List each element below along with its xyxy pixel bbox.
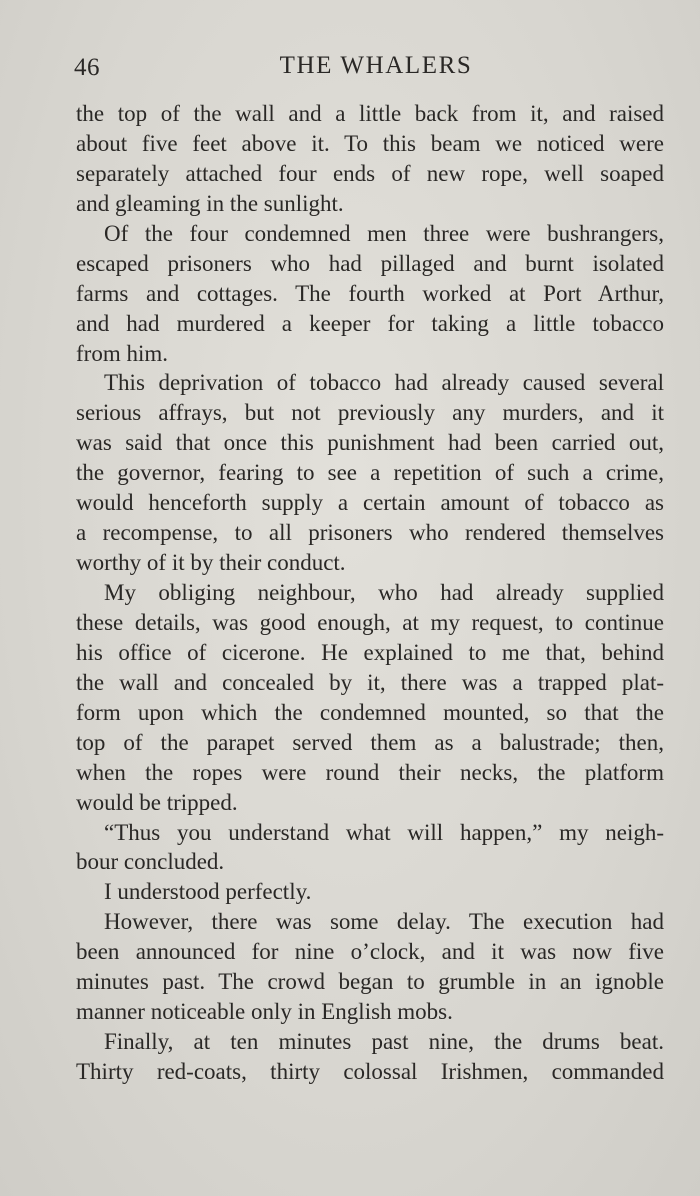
text-line: farms and cottages. The fourth worked at Port Arthur, xyxy=(76,280,664,306)
text-line: these details, was good enough, at my request, to continue xyxy=(76,609,664,635)
text-line: “Thus you understand what will happen,” my neigh- xyxy=(104,819,664,845)
text-line: I understood perfectly. xyxy=(104,879,312,905)
text-line: was said that once this punishment had been carried out, xyxy=(76,430,664,456)
text-line: manner noticeable only in English mobs. xyxy=(76,999,453,1025)
text-line: serious affrays, but not previously any murders, and it xyxy=(76,400,664,426)
text-line: would be tripped. xyxy=(76,789,238,815)
text-line: and had murdered a keeper for taking a little tobacco xyxy=(76,310,664,336)
text-line: a recompense, to all prisoners who rendered themselves xyxy=(76,520,664,546)
body-text xyxy=(76,99,664,1087)
text-line: bour concluded. xyxy=(76,849,225,875)
text-line: and gleaming in the sunlight. xyxy=(76,190,344,216)
text-line: the governor, fearing to see a repetition of such a crime, xyxy=(76,460,664,486)
text-line: However, there was some delay. The execution had xyxy=(104,909,664,935)
text-line: worthy of it by their conduct. xyxy=(76,550,346,576)
text-line: separately attached four ends of new rope, well soaped xyxy=(76,160,664,186)
text-line: about five feet above it. To this beam we noticed were xyxy=(76,130,664,156)
text-line: the wall and concealed by it, there was a trapped plat- xyxy=(76,669,664,695)
text-line: his office of cicerone. He explained to me that, behind xyxy=(76,639,664,665)
text-line: minutes past. The crowd began to grumble in an ignoble xyxy=(76,969,664,995)
text-line: would henceforth supply a certain amount of tobacco as xyxy=(76,490,664,516)
running-title: THE WHALERS xyxy=(279,52,473,79)
text-line: This deprivation of tobacco had already caused several xyxy=(104,370,664,396)
text-line: top of the parapet served them as a balustrade; then, xyxy=(76,729,664,755)
page-header xyxy=(74,50,664,84)
text-line: form upon which the condemned mounted, so that the xyxy=(76,699,664,725)
text-line: Finally, at ten minutes past nine, the drums beat. xyxy=(104,1029,664,1055)
text-line: from him. xyxy=(76,340,168,366)
text-line: escaped prisoners who had pillaged and burnt isolated xyxy=(76,250,664,276)
text-line: when the ropes were round their necks, the platform xyxy=(76,759,664,785)
text-line: My obliging neighbour, who had already supplied xyxy=(104,580,664,605)
text-line: Thirty red-coats, thirty colossal Irishmen, commanded xyxy=(76,1059,664,1084)
text-line: Of the four condemned men three were bushrangers, xyxy=(104,220,664,246)
text-line: the top of the wall and a little back from it, and raised xyxy=(76,101,664,126)
text-line: been announced for nine o’clock, and it was now five xyxy=(76,939,664,965)
page-number: 46 xyxy=(74,54,100,81)
